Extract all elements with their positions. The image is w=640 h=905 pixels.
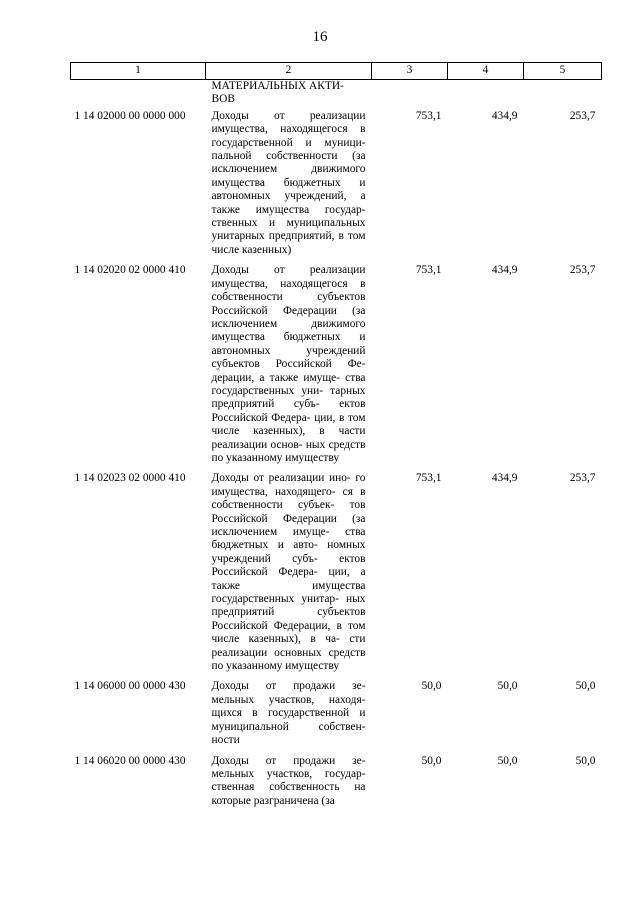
row-value-col3: 753,1	[415, 109, 442, 122]
row-value-col4: 434,9	[491, 109, 518, 122]
table-row	[71, 680, 602, 754]
row-value-col3: 50,0	[421, 754, 442, 767]
row-code: 1 14 02020 02 0000 410	[74, 264, 186, 277]
row-value-col5: 50,0	[575, 680, 596, 693]
row-value-col5: 50,0	[575, 754, 596, 767]
row-value-col4: 434,9	[491, 472, 518, 485]
row-value-col5: 253,7	[569, 109, 596, 122]
continuation-row	[71, 80, 602, 110]
continuation-text: МАТЕРИАЛЬНЫХ АКТИ- ВОВ	[211, 80, 344, 106]
header-col-1: 1	[71, 63, 206, 80]
row-code: 1 14 02023 02 0000 410	[74, 472, 186, 485]
row-value-col5: 253,7	[569, 264, 596, 277]
header-col-5: 5	[524, 63, 602, 80]
header-col-2: 2	[206, 63, 372, 80]
table-row	[71, 110, 602, 264]
row-value-col4: 434,9	[491, 264, 518, 277]
row-name: Доходы от продажи зе- мельных участков, государ- ственная собственность на которые разграничена (за	[211, 754, 366, 807]
header-col-4: 4	[448, 63, 524, 80]
table-row	[71, 472, 602, 680]
row-value-col5: 253,7	[569, 472, 596, 485]
row-name: Доходы от реализации ино- го имущества, находящего- ся в собственности субъек- тов Российской Федерации (за исключением имуще- ства бюджетных и авто- номных учреждений субъ- ектов Российской Федера- ции, а также имущества государственных унитар- ных предприятий субъектов Российской Федерации, в том числе казенных), в ча- сти реализации основных средств по указанному имуществу	[211, 472, 366, 673]
table-row	[71, 264, 602, 472]
table-header-row	[71, 63, 602, 80]
row-name: Доходы от продажи зе- мельных участков, находя- щихся в государственной и муниципальной собствен- ности	[211, 680, 366, 747]
row-name: Доходы от реализации имущества, находящегося в государственной и муници- пальной собственности (за исключением движимого имущества бюджетных и автономных учреждений, а также имущества государ- ственных и муниципальных унитарных предприятий, в том числе казенных)	[211, 109, 366, 256]
header-col-3: 3	[372, 63, 448, 80]
row-value-col4: 50,0	[497, 680, 518, 693]
row-code: 1 14 02000 00 0000 000	[74, 109, 186, 122]
row-code: 1 14 06020 00 0000 430	[74, 754, 186, 767]
table-row	[71, 755, 602, 816]
row-code: 1 14 06000 00 0000 430	[74, 680, 186, 693]
row-value-col3: 753,1	[415, 472, 442, 485]
row-name: Доходы от реализации имущества, находящегося в собственности субъектов Российской Федерации (за исключением движимого имущества бюджетных и автономных учреждений субъектов Российской Фе- дерации, а также имуще- ства государственных уни- тарных предприятий субъ- ектов Российской Федера- ции, в том числе казенных), в части реализации основ- ных средств по указанному имуществу	[211, 264, 366, 464]
row-value-col4: 50,0	[497, 754, 518, 767]
row-value-col3: 50,0	[421, 680, 442, 693]
row-value-col3: 753,1	[415, 264, 442, 277]
page-number: 16	[312, 29, 328, 45]
revenue-table	[70, 62, 602, 815]
